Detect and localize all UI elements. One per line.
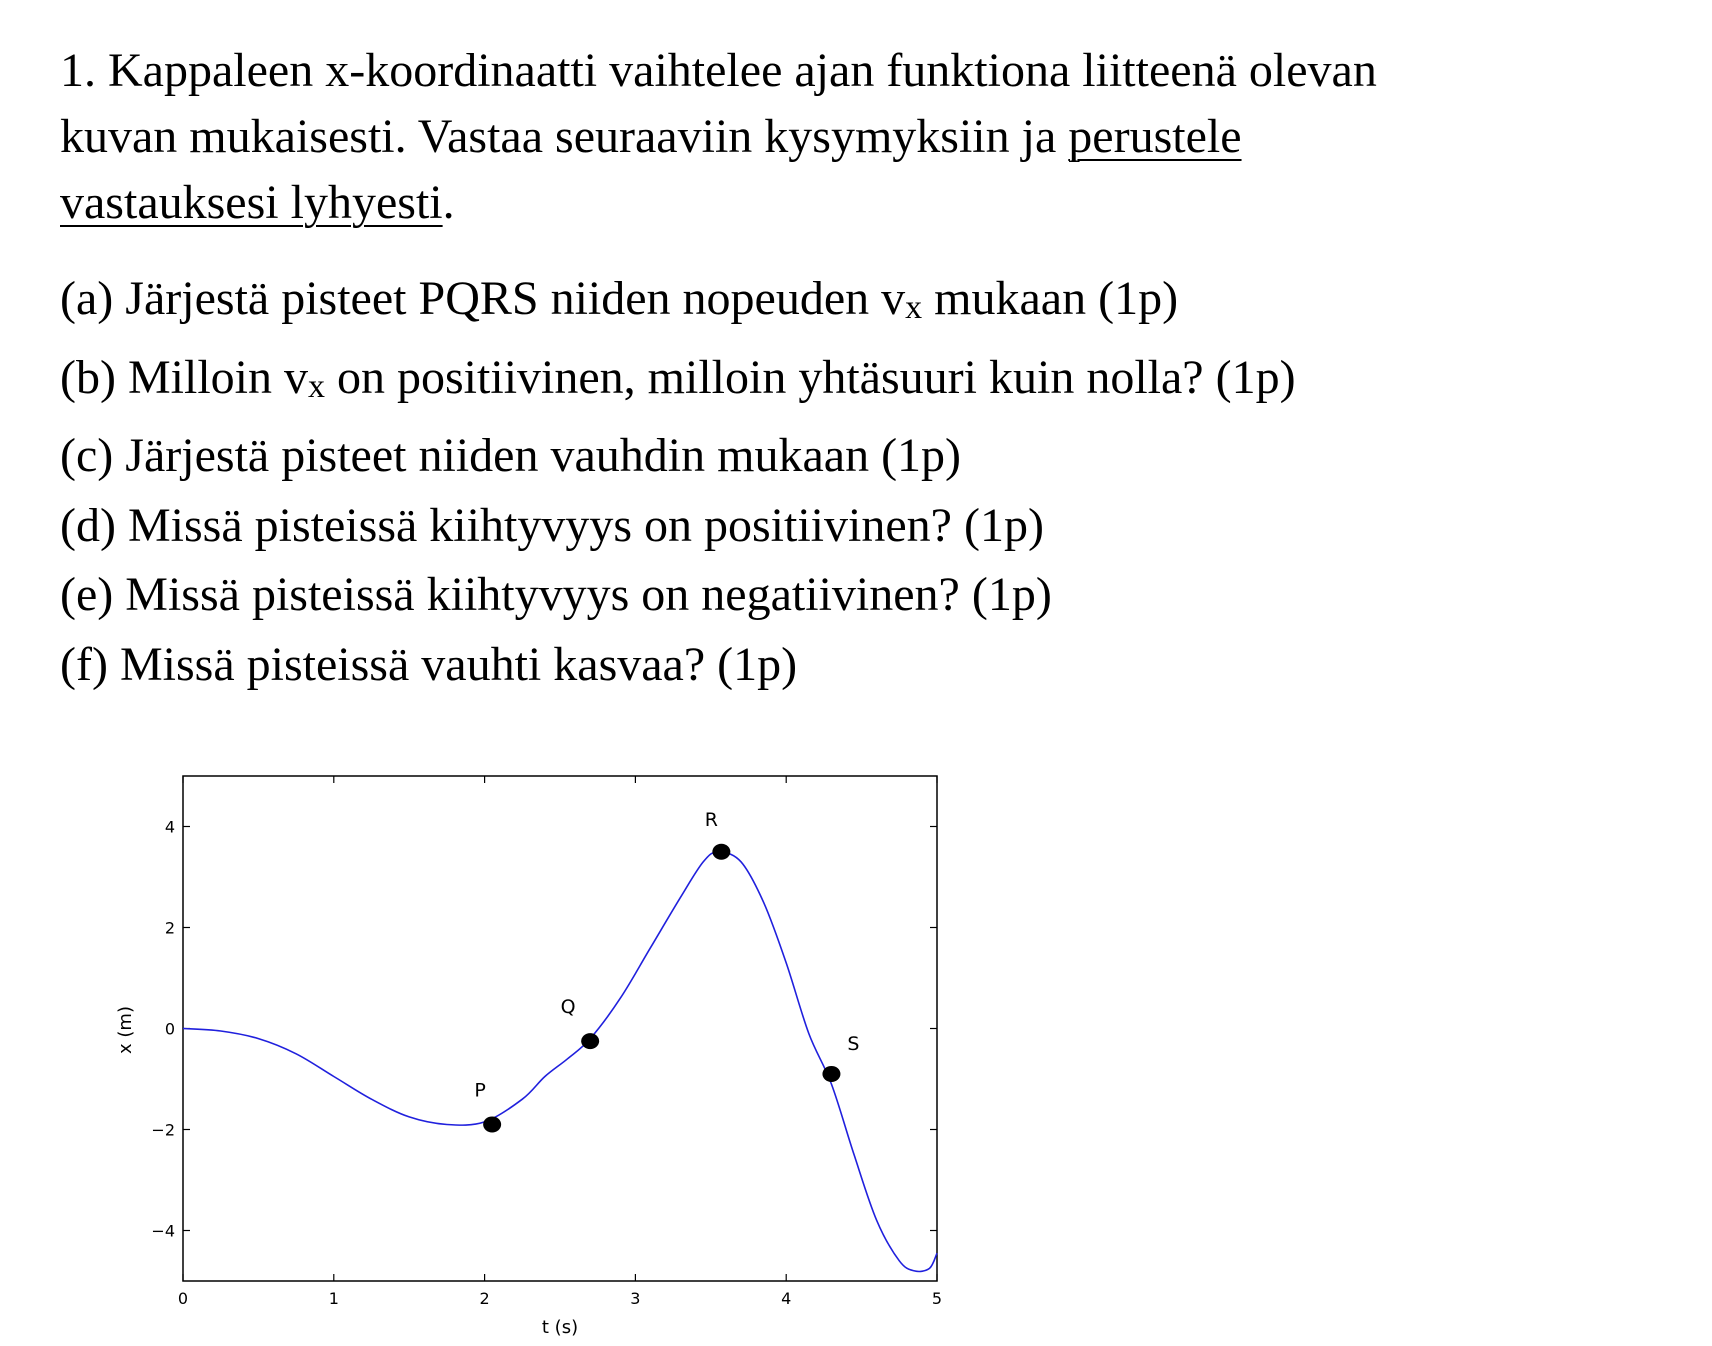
intro-period: .	[442, 176, 455, 229]
question-a-text: (a) Järjestä pisteet PQRS niiden nopeuden v	[60, 272, 906, 325]
y-tick-label: 4	[164, 817, 175, 837]
question-b-subscript: x	[308, 367, 325, 405]
y-tick-label: 2	[164, 918, 175, 938]
intro-line-1: 1. Kappaleen x-koordinaatti vaihtelee ajan funktiona liitteenä olevan	[60, 44, 1377, 97]
question-b-text-end: on positiivinen, milloin yhtäsuuri kuin nolla? (1p)	[325, 350, 1296, 404]
point-q-marker	[581, 1033, 599, 1049]
y-tick-label: −4	[151, 1221, 175, 1241]
y-axis-label: x (m)	[115, 1006, 136, 1054]
question-d: (d) Missä pisteissä kiihtyvyys on positiivinen? (1p)	[60, 498, 1044, 552]
y-axis-ticks	[151, 818, 937, 1241]
point-r-label: R	[704, 808, 718, 831]
question-f: (f) Missä pisteissä vauhti kasvaa? (1p)	[60, 637, 798, 691]
marked-points	[474, 809, 859, 1133]
question-a-text-end: mukaan (1p)	[922, 272, 1179, 325]
point-p-label: P	[474, 1079, 486, 1102]
point-r-marker	[712, 844, 730, 860]
x-tick-label: 3	[630, 1289, 641, 1308]
x-tick-label: 1	[328, 1289, 339, 1308]
x-tick-label: 2	[479, 1289, 490, 1308]
y-tick-label: 0	[164, 1019, 175, 1039]
point-s-marker	[822, 1066, 840, 1082]
intro-line-2: kuvan mukaisesti. Vastaa seuraaviin kysymyksiin ja	[60, 110, 1069, 163]
point-s-label: S	[847, 1032, 860, 1055]
x-axis-label: t (s)	[541, 1317, 579, 1338]
x-tick-label: 5	[931, 1289, 943, 1308]
point-q-label: Q	[560, 996, 576, 1019]
y-tick-label: −2	[151, 1120, 175, 1140]
point-p-marker	[483, 1116, 501, 1132]
question-e: (e) Missä pisteissä kiihtyvyys on negatiivinen? (1p)	[60, 568, 1052, 621]
question-b-text: (b) Milloin v	[60, 350, 308, 404]
plot-frame	[183, 776, 937, 1281]
x-tick-label: 4	[781, 1289, 792, 1308]
intro-underlined-justify: perustele	[1068, 110, 1242, 163]
x-tick-label: 0	[177, 1289, 189, 1308]
intro-underlined-briefly: vastauksesi lyhyesti	[60, 176, 443, 229]
question-a-subscript: x	[905, 289, 923, 326]
question-c: (c) Järjestä pisteet niiden vauhdin mukaan (1p)	[60, 429, 962, 482]
x-axis-ticks	[178, 776, 942, 1308]
series-line	[183, 852, 937, 1272]
